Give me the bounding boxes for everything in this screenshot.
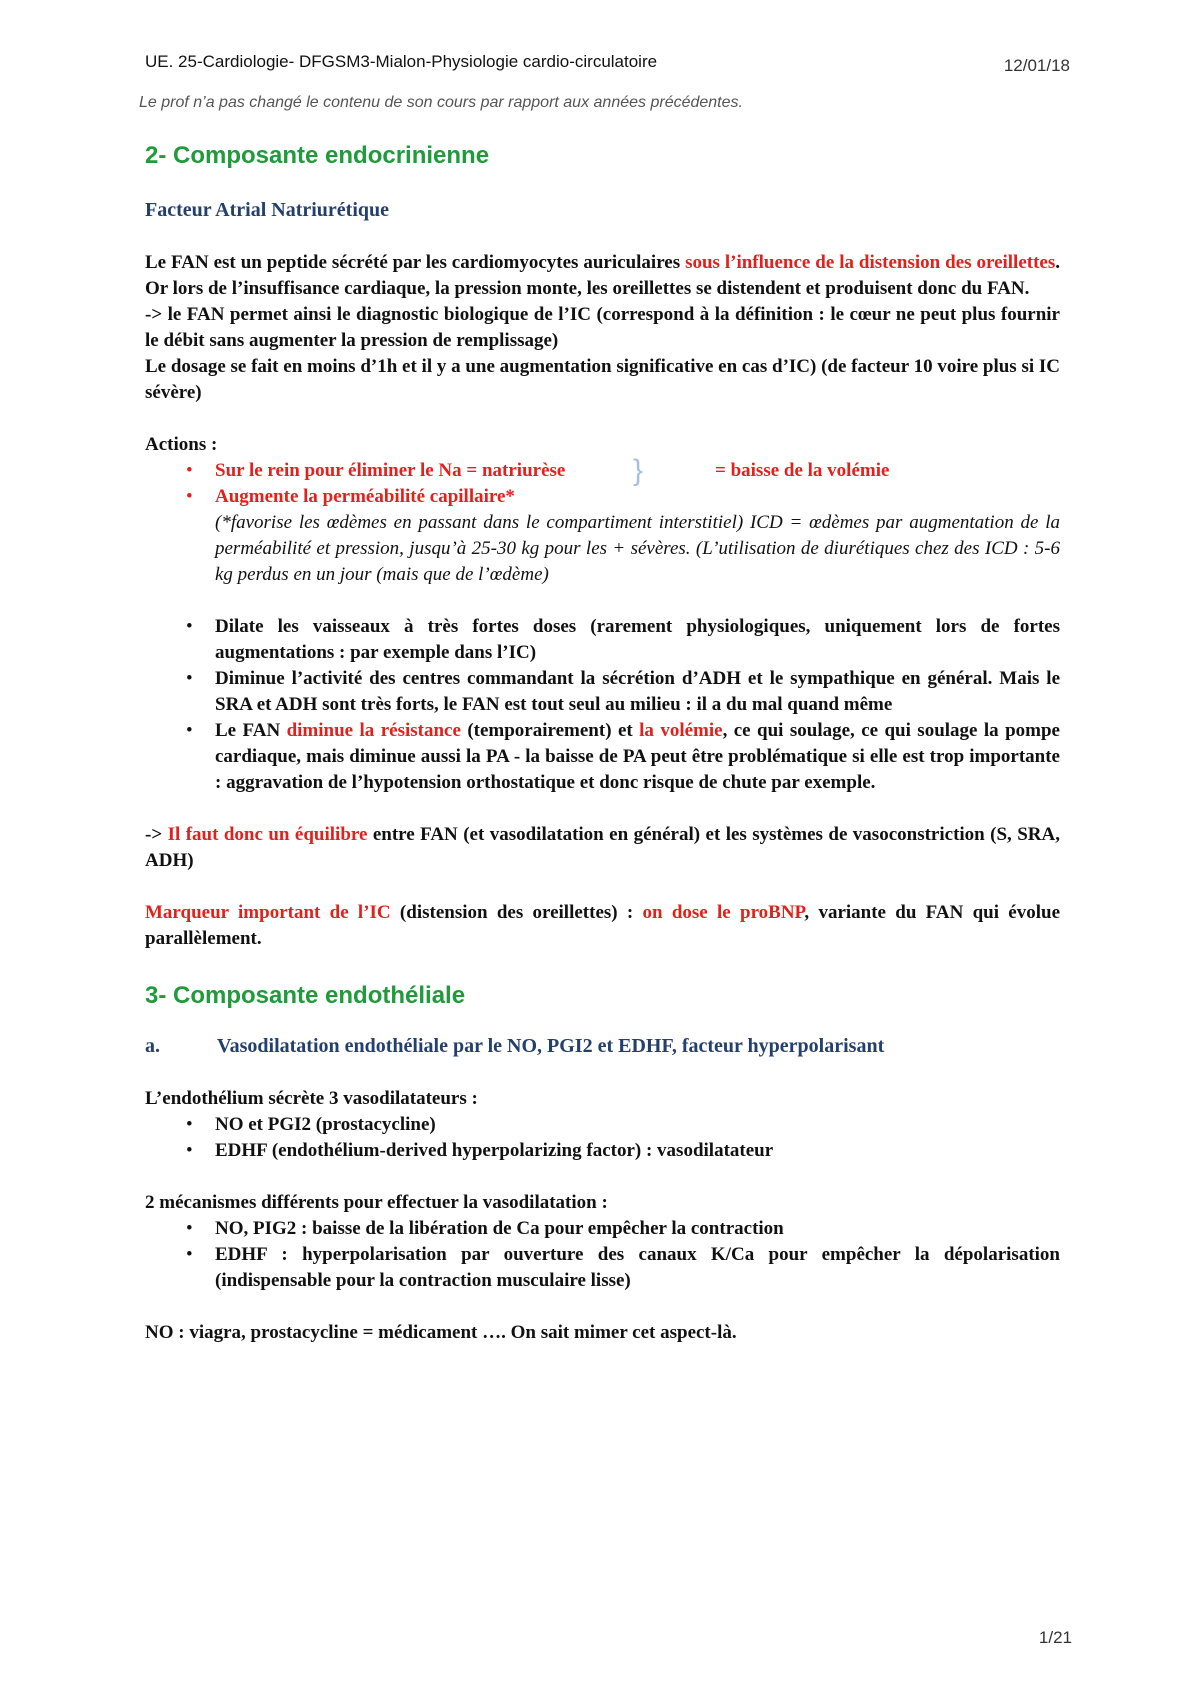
text-run: Dilate les vaisseaux à très fortes doses (rarement physiologiques, uniquement lors de fortes augmentations : par exemple dans l’IC) <box>215 616 1060 663</box>
vasodilatateurs-list <box>145 1112 1060 1164</box>
actions-list <box>145 454 1060 510</box>
emphasis-text: Marqueur important de l’IC <box>145 902 391 923</box>
paragraph-fan-definition <box>145 250 1060 302</box>
subheading-text: Vasodilatation endothéliale par le NO, PGI2 et EDHF, facteur hyperpolarisant <box>217 1035 885 1057</box>
bullet-icon: • <box>186 668 193 689</box>
text-run: Le dosage se fait en moins d’1h et il y a une augmentation significative en cas d’IC) (de facteur 10 voire plus si IC sévère) <box>145 356 1060 403</box>
text-run: Le FAN est un peptide sécrété par les cardiomyocytes auriculaires <box>145 252 686 273</box>
subheading-fan: Facteur Atrial Natriurétique <box>145 199 390 221</box>
text-run: L’endothélium sécrète 3 vasodilatateurs : <box>145 1088 478 1109</box>
list-item <box>145 1112 1060 1138</box>
bullet-icon: • <box>186 1114 193 1135</box>
list-item <box>145 1216 1060 1242</box>
header-note: Le prof n’a pas changé le contenu de son cours par rapport aux années précédentes. <box>139 94 743 111</box>
actions-label <box>145 432 1060 458</box>
list-item <box>145 666 1060 718</box>
list-item <box>145 1138 1060 1164</box>
paragraph-no <box>145 1320 1060 1346</box>
main-content <box>145 140 1060 1346</box>
section-heading-endothelial: 3- Composante endothéliale <box>145 982 466 1009</box>
emphasis-text: la volémie <box>639 720 723 741</box>
text-run: NO et PGI2 (prostacycline) <box>215 1114 436 1135</box>
text-run: Sur le rein pour éliminer le Na = natriurèse <box>215 460 566 481</box>
emphasis-text: on dose le proBNP <box>642 902 805 923</box>
text-run: NO, PIG2 : baisse de la libération de Ca pour empêcher la contraction <box>215 1218 784 1239</box>
section-heading-endocrine: 2- Composante endocrinienne <box>145 142 490 169</box>
text-run: . Or lors de l’insuffisance cardiaque, la pression monte, les oreillettes se distendent et produisent donc du FAN. <box>145 252 1061 299</box>
list-item <box>145 1242 1060 1294</box>
text-run: Le FAN <box>215 720 287 741</box>
text-run: -> <box>145 824 168 845</box>
paragraph-marqueur <box>145 900 1060 952</box>
list-item <box>145 454 1060 487</box>
text-run: , ce qui soulage, ce qui soulage la pompe cardiaque, mais diminue aussi la PA - la baisse de PA peut être problématique si elle est trop importante : aggravation de l’hypotension orthostatique et donc risque de chute par exemple. <box>215 720 1060 793</box>
paragraph-mecanismes <box>145 1190 1060 1216</box>
text-run: = baisse de la volémie <box>715 460 890 481</box>
header-title: UE. 25-Cardiologie- DFGSM3-Mialon-Physiologie cardio-circulatoire <box>145 52 658 71</box>
note-oedemes: (*favorise les œdèmes en passant dans le compartiment interstitiel) ICD = œdèmes par augmentation de la perméabilité et pression, jusqu’à 25-30 kg pour les + sévères. (L’utilisation de diurétiques chez des ICD : 5-6 kg perdus en un jour (mais que de l’œdème) <box>215 512 1060 585</box>
bullet-icon: • <box>186 720 193 741</box>
bullet-icon: • <box>186 1140 193 1161</box>
bullet-icon: • <box>186 486 193 507</box>
bullet-icon: • <box>186 616 193 637</box>
actions-list-2 <box>145 614 1060 796</box>
text-run: , variante du FAN qui évolue parallèlement. <box>145 902 1060 949</box>
bullet-icon: • <box>186 460 193 481</box>
page-number: 1/21 <box>1038 1628 1072 1647</box>
emphasis-text: Il faut donc un équilibre <box>167 824 368 845</box>
header-date: 12/01/18 <box>1003 56 1070 75</box>
emphasis-text: sous l’influence de la distension des oreillettes <box>685 252 1056 273</box>
text-run: NO : viagra, prostacycline = médicament …. On sait mimer cet aspect-là. <box>145 1322 737 1343</box>
text-run: Diminue l’activité des centres commandant la sécrétion d’ADH et le sympathique en général. Mais le SRA et ADH sont très forts, le FAN est tout seul au milieu : il a du mal quand même <box>215 668 1060 715</box>
subheading-label: a. <box>145 1035 160 1057</box>
list-item <box>145 484 1060 510</box>
emphasis-text: diminue la résistance <box>286 720 461 741</box>
paragraph-equilibre <box>145 822 1060 874</box>
mecanismes-list <box>145 1216 1060 1294</box>
bullet-icon: • <box>186 1244 193 1265</box>
paragraph-dosage <box>145 354 1060 406</box>
paragraph-endothelium <box>145 1086 1060 1112</box>
text-run: -> le FAN permet ainsi le diagnostic biologique de l’IC (correspond à la définition : le cœur ne peut plus fournir le débit sans augmenter la pression de remplissage) <box>145 304 1060 351</box>
text-run: EDHF (endothélium-derived hyperpolarizing factor) : vasodilatateur <box>215 1140 774 1161</box>
list-item <box>145 614 1060 666</box>
text-run: Actions : <box>145 434 218 455</box>
text-run: 2 mécanismes différents pour effectuer la vasodilatation : <box>145 1192 608 1213</box>
brace-icon: } <box>633 454 644 487</box>
text-run: (temporairement) et <box>460 720 640 741</box>
text-run: EDHF : hyperpolarisation par ouverture des canaux K/Ca pour empêcher la dépolarisation (indispensable pour la contraction musculaire lisse) <box>215 1244 1060 1291</box>
text-run: (distension des oreillettes) : <box>390 902 643 923</box>
subheading-vasodilatation <box>145 1032 1060 1060</box>
list-item <box>145 718 1060 796</box>
bullet-icon: • <box>186 1218 193 1239</box>
paragraph-fan-diagnostic <box>145 302 1060 354</box>
text-run: Augmente la perméabilité capillaire* <box>215 486 515 507</box>
text-run: entre FAN (et vasodilatation en général) et les systèmes de vasoconstriction (S, SRA, ADH) <box>145 824 1061 871</box>
